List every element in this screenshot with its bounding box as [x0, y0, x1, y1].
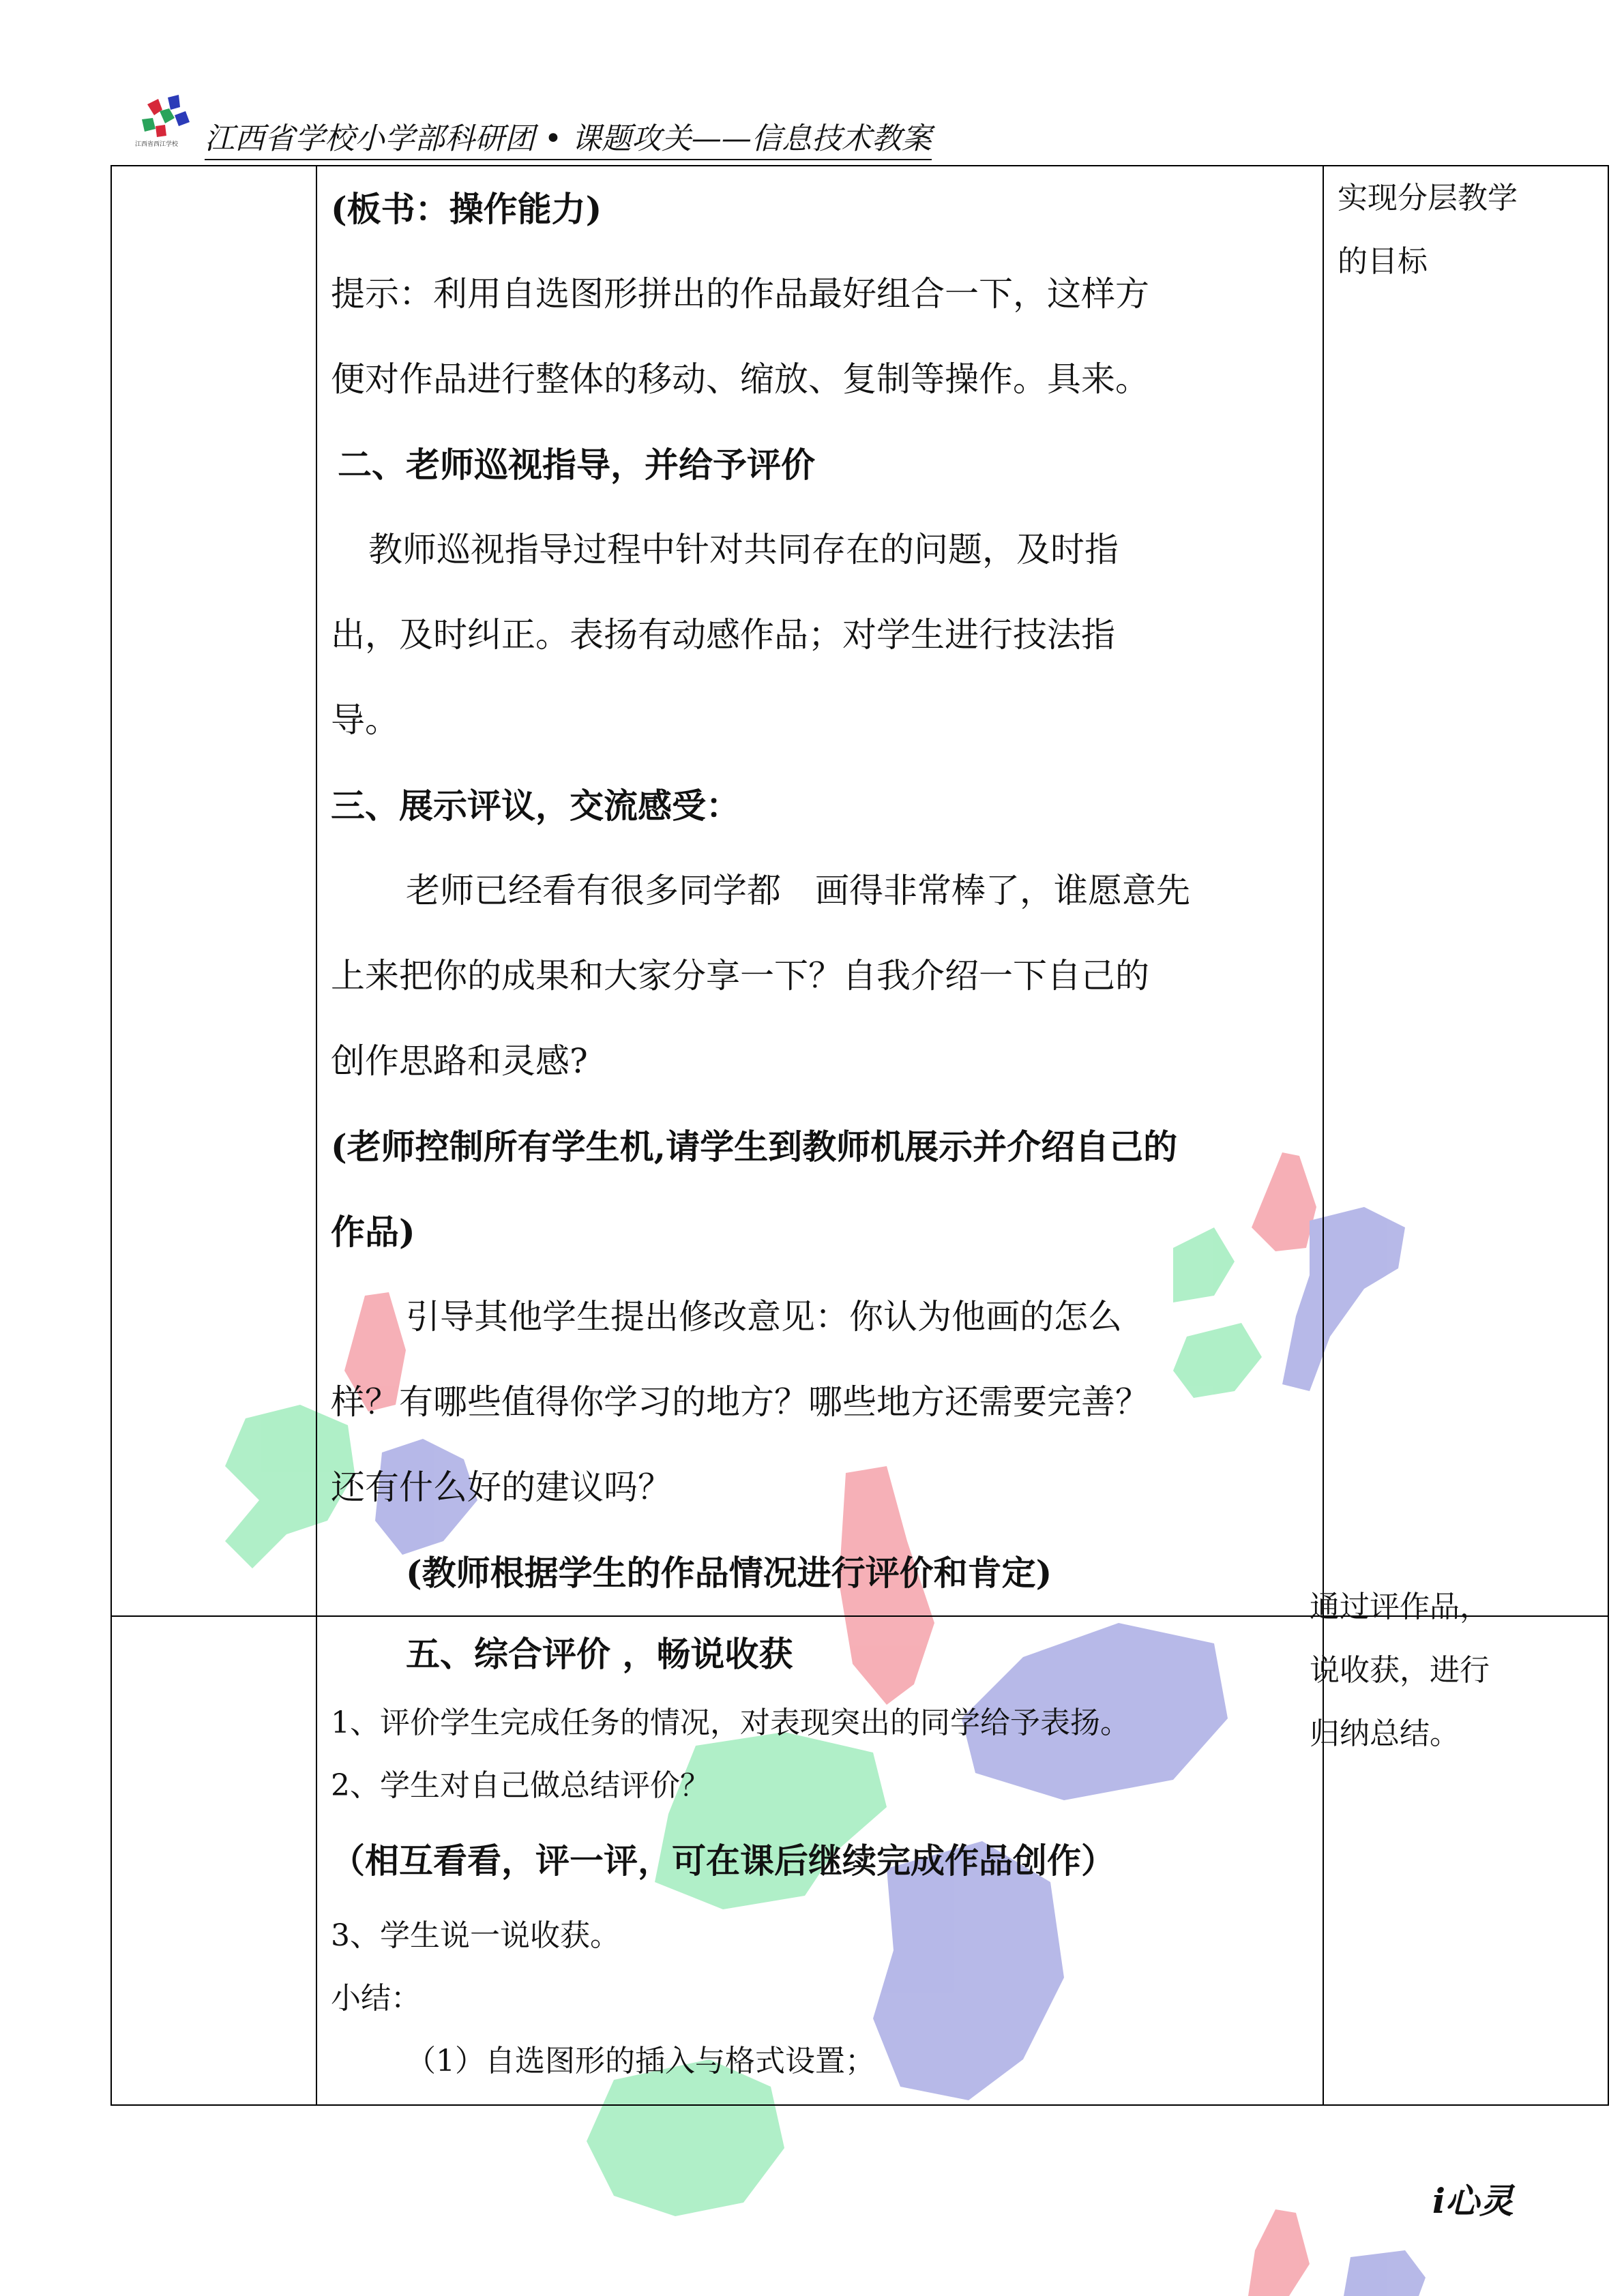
content-line: 小结： — [331, 1981, 421, 2016]
content-line: 样？有哪些值得你学习的地方？哪些地方还需要完善？ — [331, 1382, 1149, 1422]
content-line: 上来把你的成果和大家分享一下？自我介绍一下自己的 — [331, 956, 1149, 996]
page-header — [135, 92, 1008, 160]
content-line: 引导其他学生提出修改意见：你认为他画的怎么 — [406, 1297, 1122, 1337]
table-row — [111, 166, 1608, 1616]
content-line: 还有什么好的建议吗？ — [331, 1467, 672, 1507]
note-line: 通过评作品， — [1310, 1590, 1490, 1624]
summary-note — [1310, 1575, 1490, 1765]
section-heading: 三、展示评议，交流感受： — [331, 786, 740, 826]
content-cell — [316, 166, 1323, 1616]
header-title: 江西省学校小学部科研团 • 课题攻关——信息技术教案 — [205, 114, 932, 160]
bold-note: (教师根据学生的作品情况进行评价和肯定) — [406, 1553, 1052, 1593]
note-line: 说收获，进行 — [1310, 1653, 1490, 1688]
note-line: 实现分层教学 — [1338, 181, 1518, 215]
note-line: 归纳总结。 — [1310, 1716, 1460, 1751]
content-line: 创作思路和灵感? — [331, 1041, 588, 1081]
empty-cell — [111, 166, 316, 1616]
bold-note: (老师控制所有学生机,请学生到教师机展示并介绍自己的 — [331, 1127, 1178, 1167]
note-line: 的目标 — [1338, 244, 1428, 279]
content-line: 1、评价学生完成任务的情况，对表现突出的同学给予表扬。 — [331, 1705, 1130, 1740]
content-line: 教师巡视指导过程中针对共同存在的问题，及时指 — [368, 530, 1119, 569]
empty-cell — [111, 1616, 316, 2105]
bold-note: 作品) — [331, 1212, 415, 1252]
board-note: (板书：操作能力) — [331, 189, 602, 229]
watermark-blue-shape — [1344, 2250, 1426, 2296]
footer-brand: i心灵 — [1432, 2181, 1514, 2221]
bold-note: （相互看看，评一评，可在课后继续完成作品创作） — [331, 1840, 1115, 1881]
content-cell — [316, 1616, 1323, 2105]
lesson-table — [110, 165, 1609, 2106]
content-line: 便对作品进行整体的移动、缩放、复制等操作。具来。 — [331, 359, 1149, 399]
logo-subtitle: 江西省西江学校 — [135, 141, 179, 148]
section-heading: 五、综合评价 ，畅说收获 — [406, 1634, 793, 1674]
school-logo-icon — [135, 92, 195, 160]
section-heading: 二、老师巡视指导，并给予评价 — [338, 445, 815, 485]
content-line: 3、学生说一说收获。 — [331, 1918, 620, 1953]
content-line: （1）自选图形的插入与格式设置； — [406, 2044, 875, 2078]
content-line: 老师已经看有很多同学都 画得非常棒了，谁愿意先 — [406, 871, 1190, 910]
content-line: 导。 — [331, 700, 399, 740]
content-line: 2、学生对自己做总结评价？ — [331, 1768, 710, 1803]
content-line: 提示：利用自选图形拼出的作品最好组合一下，这样方 — [331, 274, 1149, 314]
content-line: 出，及时纠正。表扬有动感作品；对学生进行技法指 — [331, 615, 1115, 655]
notes-cell — [1323, 166, 1608, 1616]
watermark-red-shape — [1248, 2209, 1310, 2296]
